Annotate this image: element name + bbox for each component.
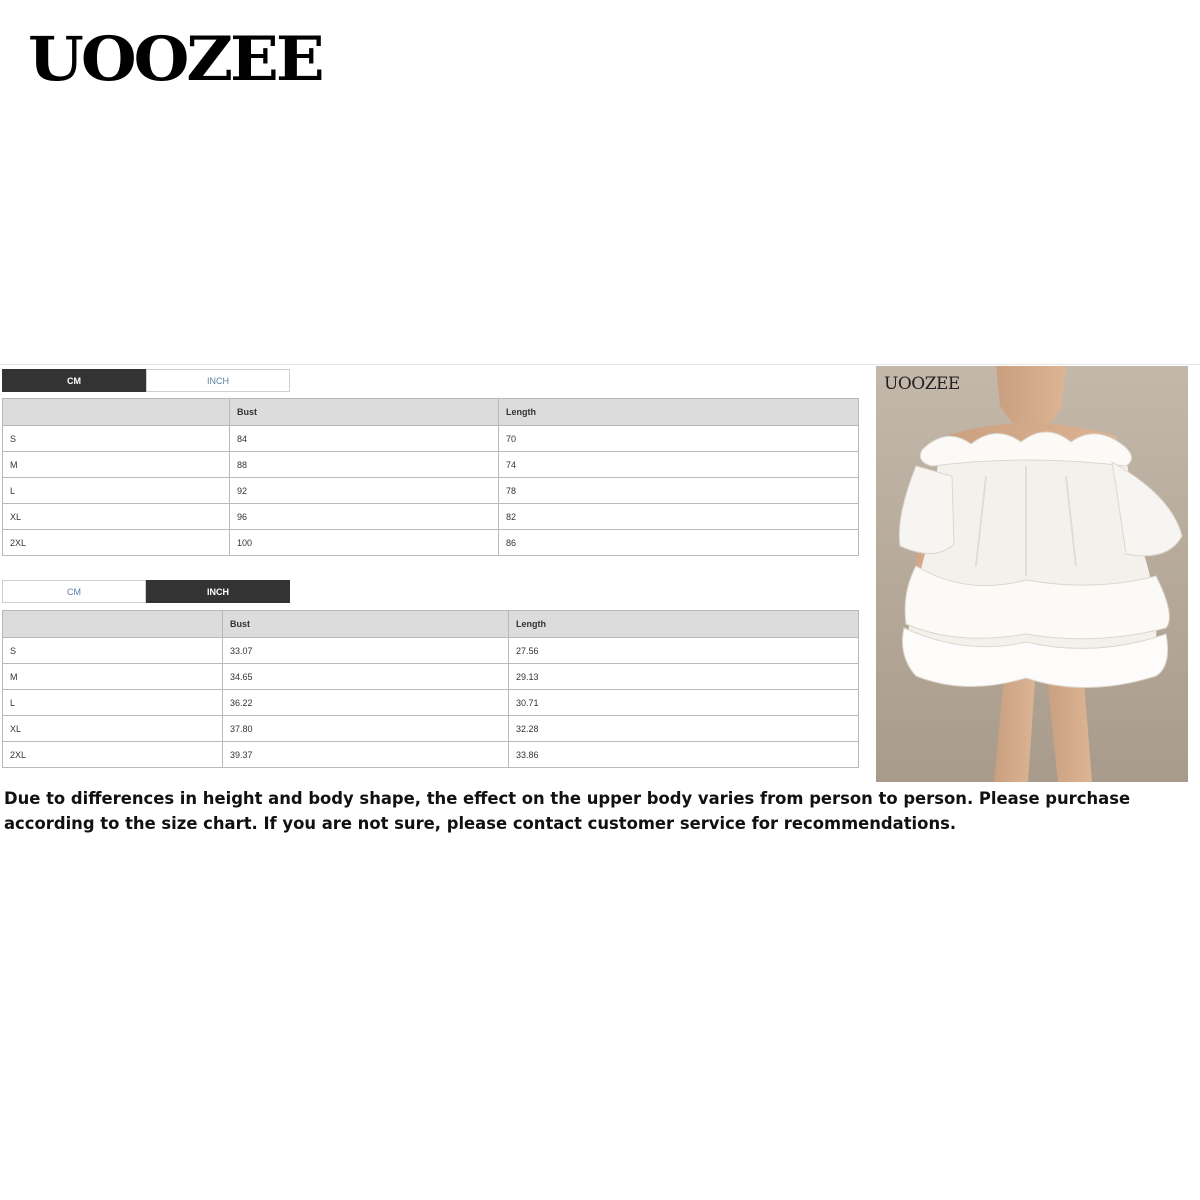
table-row [3, 504, 859, 530]
length-cell: 33.86 [509, 742, 859, 768]
length-cell: 86 [499, 530, 859, 556]
column-header-size [3, 399, 230, 426]
product-photo [876, 366, 1188, 782]
column-header-length: Length [509, 611, 859, 638]
size-cell: 2XL [3, 530, 230, 556]
tab-inch[interactable]: INCH [146, 369, 290, 392]
bust-cell: 36.22 [223, 690, 509, 716]
size-cell: XL [3, 716, 223, 742]
column-header-length: Length [499, 399, 859, 426]
bust-cell: 84 [230, 426, 499, 452]
product-brand-watermark: UOOZEE [884, 374, 960, 394]
table-row [3, 426, 859, 452]
length-cell: 30.71 [509, 690, 859, 716]
tab-cm[interactable]: CM [2, 580, 146, 603]
bust-cell: 39.37 [223, 742, 509, 768]
bust-cell: 37.80 [223, 716, 509, 742]
size-cell: L [3, 478, 230, 504]
tab-inch[interactable]: INCH [146, 580, 290, 603]
length-cell: 78 [499, 478, 859, 504]
size-table-inch [2, 610, 859, 768]
bust-cell: 34.65 [223, 664, 509, 690]
size-cell: XL [3, 504, 230, 530]
length-cell: 27.56 [509, 638, 859, 664]
size-cell: M [3, 664, 223, 690]
size-cell: S [3, 638, 223, 664]
length-cell: 29.13 [509, 664, 859, 690]
model-dress-illustration [876, 366, 1188, 782]
column-header-bust: Bust [230, 399, 499, 426]
bust-cell: 100 [230, 530, 499, 556]
size-cell: L [3, 690, 223, 716]
table-row [3, 716, 859, 742]
unit-tabs-inch-section [2, 580, 290, 603]
size-cell: 2XL [3, 742, 223, 768]
size-table-cm [2, 398, 859, 556]
table-header-row [3, 611, 859, 638]
table-row [3, 638, 859, 664]
length-cell: 70 [499, 426, 859, 452]
bust-cell: 96 [230, 504, 499, 530]
size-cell: S [3, 426, 230, 452]
length-cell: 74 [499, 452, 859, 478]
table-row [3, 452, 859, 478]
size-cell: M [3, 452, 230, 478]
column-header-size [3, 611, 223, 638]
table-row [3, 530, 859, 556]
length-cell: 82 [499, 504, 859, 530]
brand-logo: UOOZEE [28, 23, 322, 96]
unit-tabs-cm-section [2, 369, 290, 392]
bust-cell: 33.07 [223, 638, 509, 664]
column-header-bust: Bust [223, 611, 509, 638]
bust-cell: 92 [230, 478, 499, 504]
table-row [3, 742, 859, 768]
table-row [3, 478, 859, 504]
table-row [3, 690, 859, 716]
length-cell: 32.28 [509, 716, 859, 742]
size-disclaimer-note: Due to differences in height and body shape, the effect on the upper body varies from person to person. Please purchase according to the size chart. If you are not sure, please contact customer service for recommendations. [4, 789, 1131, 833]
table-row [3, 664, 859, 690]
tab-cm[interactable]: CM [2, 369, 146, 392]
bust-cell: 88 [230, 452, 499, 478]
table-header-row [3, 399, 859, 426]
